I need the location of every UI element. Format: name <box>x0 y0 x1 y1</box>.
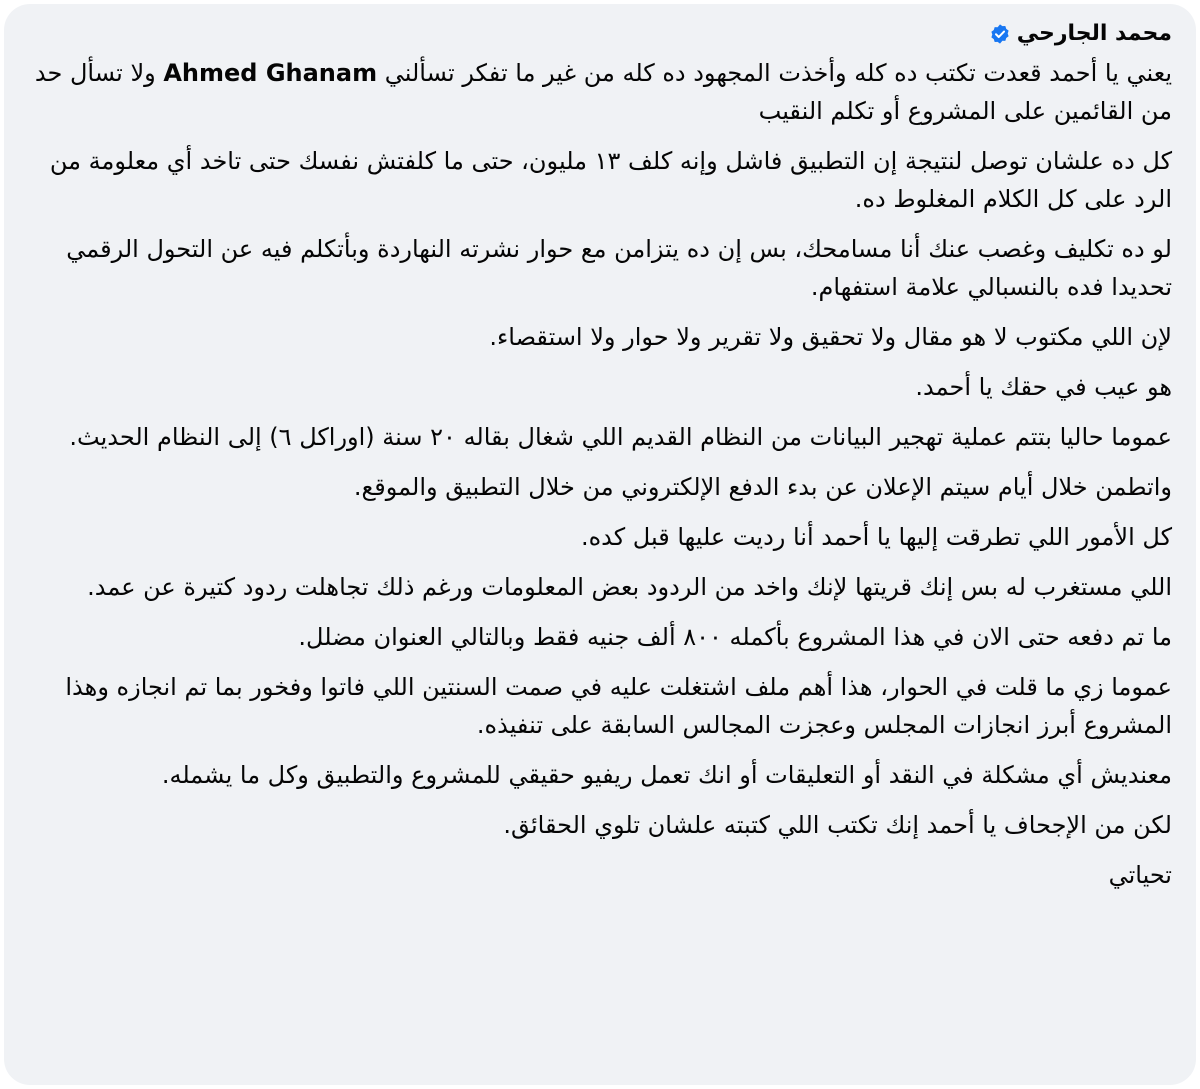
comment-paragraph: كل ده علشان توصل لنتيجة إن التطبيق فاشل وإنه كلف ١٣ مليون، حتى ما كلفتش نفسك حتى تاخد أي معلومة من الرد على كل الكلام المغلوط ده. <box>49 147 1172 213</box>
intro-suffix: ولا تسأل حد من القائمين على المشروع أو تكلم النقيب <box>34 59 1172 125</box>
comment-intro <box>28 54 1172 130</box>
comment-paragraph: عموما زي ما قلت في الحوار، هذا أهم ملف اشتغلت عليه في صمت السنتين اللي فاتوا وفخور بما تم انجازه وهذا المشروع أبرز انجازات المجلس وعجزت المجالس السابقة على تنفيذه. <box>65 673 1172 739</box>
comment-paragraph: لإن اللي مكتوب لا هو مقال ولا تحقيق ولا تقرير ولا حوار ولا استقصاء. <box>489 323 1172 351</box>
comment-paragraph: عموما حاليا بتتم عملية تهجير البيانات من النظام القديم اللي شغال بقاله ٢٠ سنة (اوراكل ٦) إلى النظام الحديث. <box>69 423 1172 451</box>
comment-paragraph: اللي مستغرب له بس إنك قريتها لإنك واخد من الردود بعض المعلومات ورغم ذلك تجاهلت ردود كتيرة عن عمد. <box>87 573 1172 601</box>
comment-paragraph: معنديش أي مشكلة في النقد أو التعليقات أو انك تعمل ريفيو حقيقي للمشروع والتطبيق وكل ما يشمله. <box>161 761 1172 789</box>
mention-link[interactable]: Ahmed Ghanam <box>163 59 378 87</box>
comment-header <box>28 18 1172 50</box>
comment-signoff: تحياتي <box>1108 861 1172 889</box>
verified-badge-icon <box>989 23 1011 45</box>
comment-bubble <box>4 4 1196 1085</box>
author-name[interactable]: محمد الجارحي <box>1016 21 1172 46</box>
comment-paragraph: هو عيب في حقك يا أحمد. <box>915 373 1172 401</box>
comment-paragraph: لو ده تكليف وغصب عنك أنا مسامحك، بس إن ده يتزامن مع حوار نشرته النهاردة وبأتكلم فيه عن التحول الرقمي تحديدا فده بالنسبالي علامة استفهام. <box>66 235 1172 301</box>
comment-paragraph: كل الأمور اللي تطرقت إليها يا أحمد أنا رديت عليها قبل كده. <box>580 523 1172 551</box>
comment-body <box>28 54 1172 894</box>
comment-paragraph: ما تم دفعه حتى الان في هذا المشروع بأكمله ٨٠٠ ألف جنيه فقط وبالتالي العنوان مضلل. <box>298 623 1172 651</box>
comment-paragraph: لكن من الإجحاف يا أحمد إنك تكتب اللي كتبته علشان تلوي الحقائق. <box>503 811 1172 839</box>
comment-paragraph: واتطمن خلال أيام سيتم الإعلان عن بدء الدفع الإلكتروني من خلال التطبيق والموقع. <box>353 473 1172 501</box>
intro-prefix: يعني يا أحمد قعدت تكتب ده كله وأخذت المجهود ده كله من غير ما تفكر تسألني <box>377 59 1172 87</box>
